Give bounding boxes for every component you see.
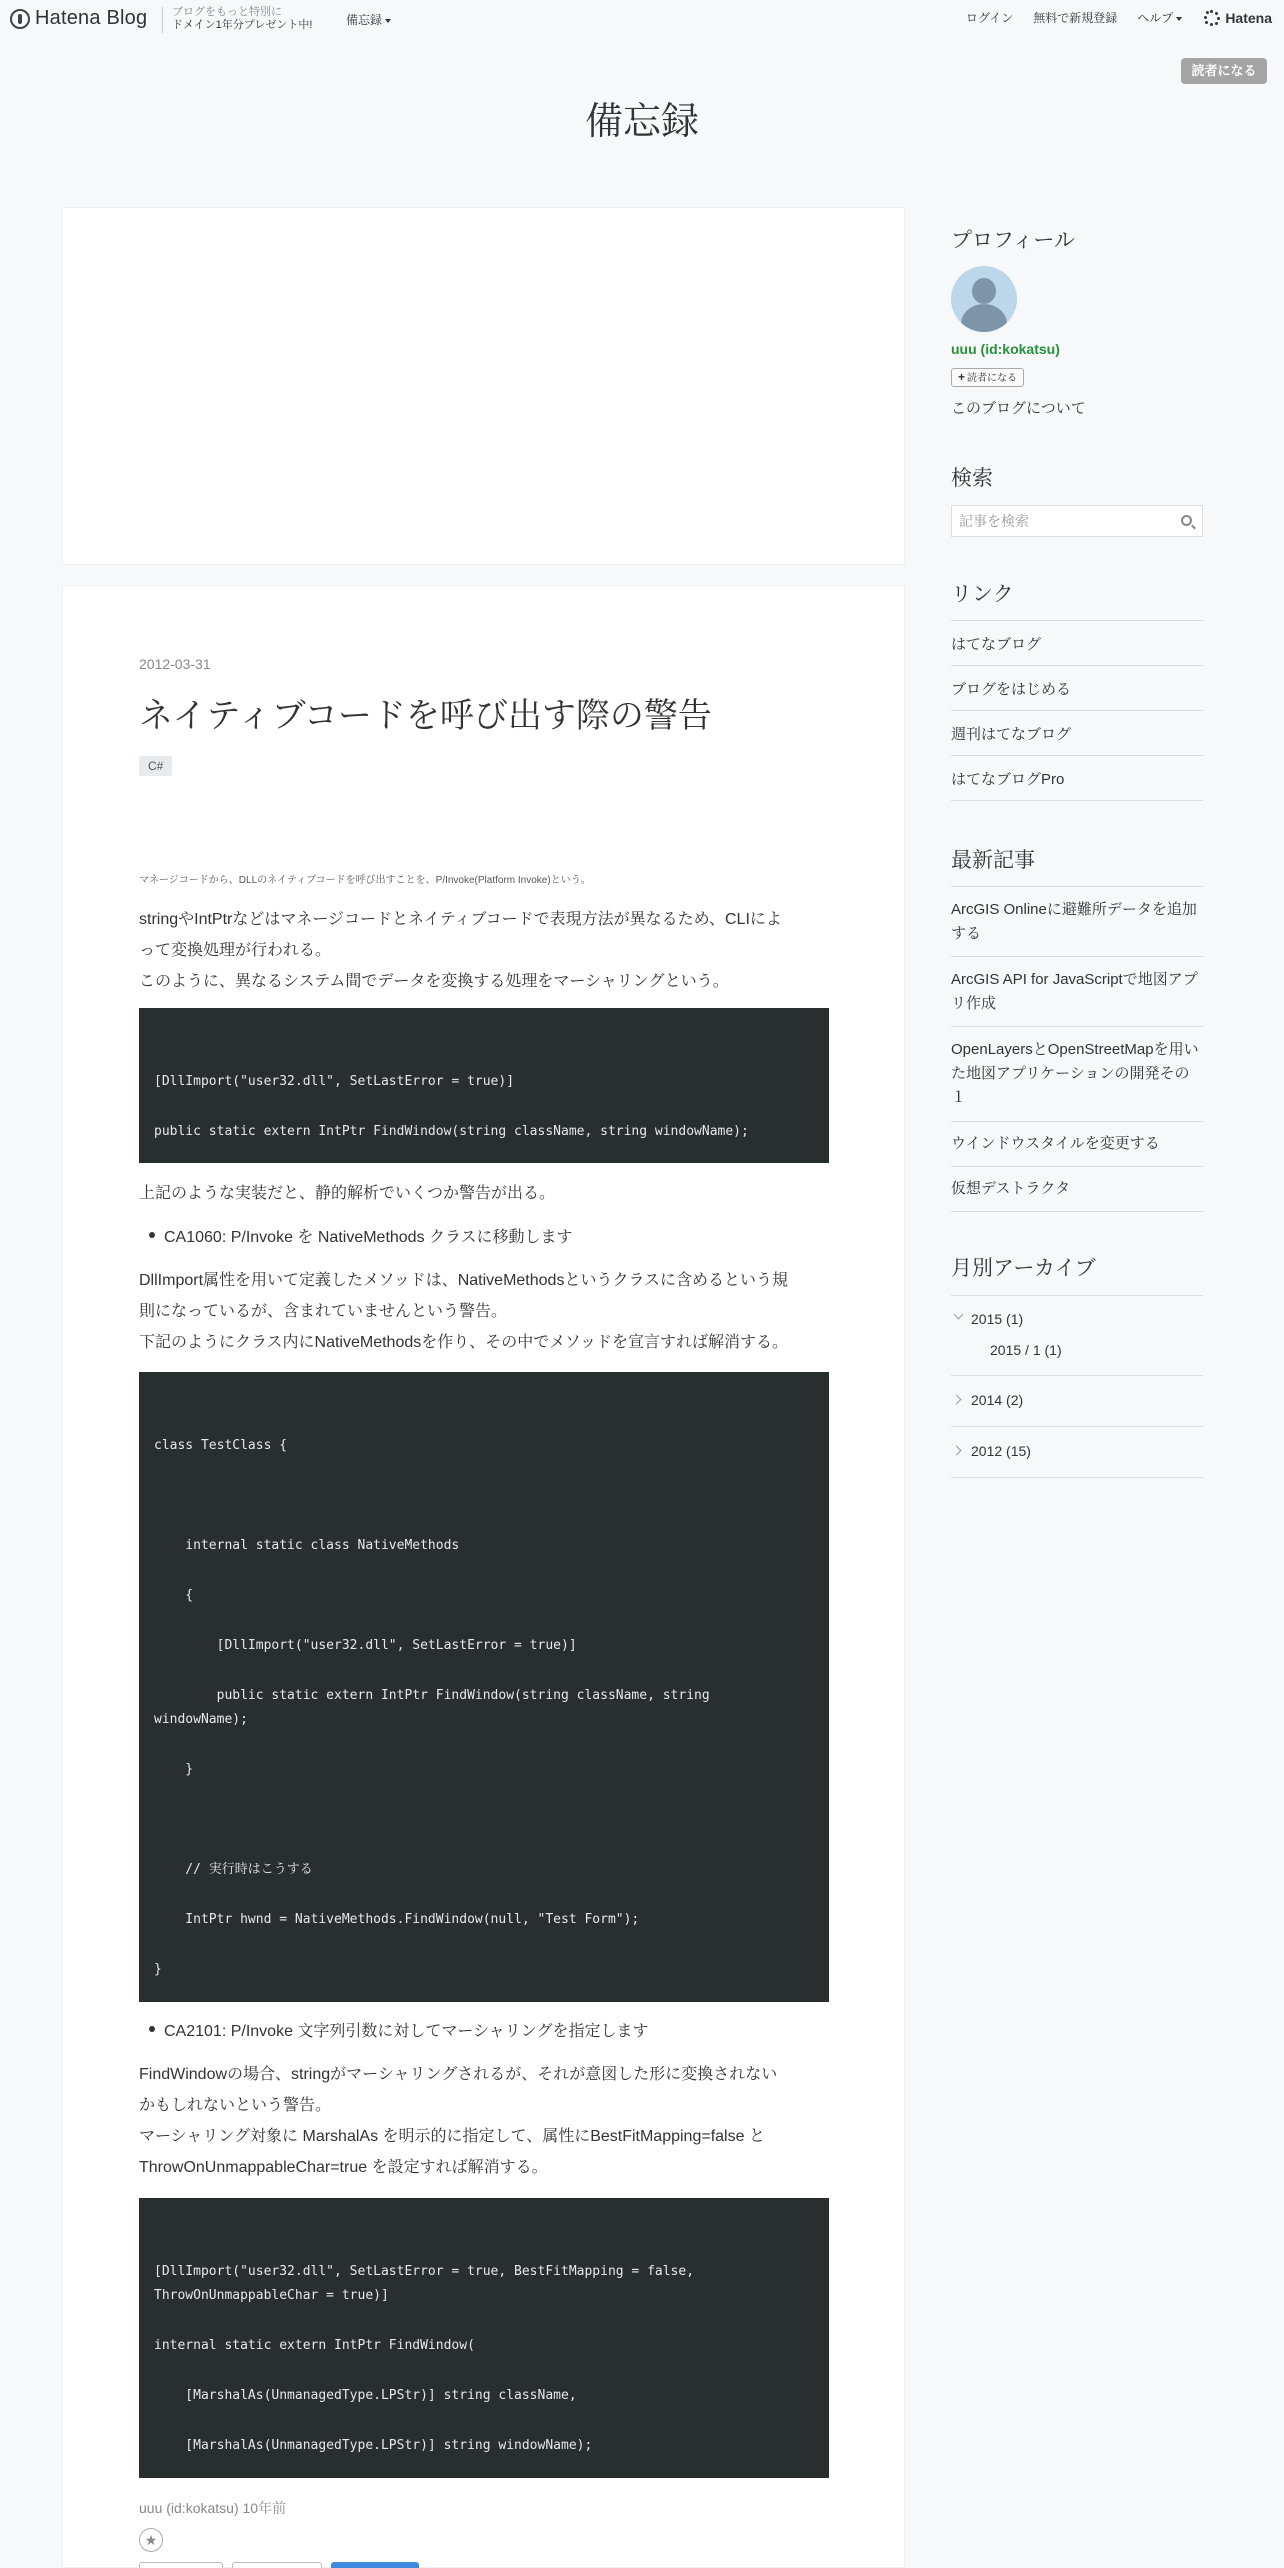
recent-entry-label: OpenLayersとOpenStreetMapを用いた地図アプリケーションの開発その１ <box>951 1041 1199 1106</box>
caret-down-icon <box>1176 17 1182 21</box>
code-line: [DllImport("user32.dll", SetLastError = true, BestFitMapping = false, <box>154 2264 695 2279</box>
search-form <box>951 505 1203 537</box>
paragraph-1 <box>139 904 829 997</box>
list-item <box>139 1224 573 1247</box>
code-block-1 <box>139 1008 829 1163</box>
recent-entry-link[interactable] <box>951 1166 1203 1211</box>
share-button[interactable] <box>139 2562 223 2568</box>
blog-title[interactable]: 備忘録 <box>584 101 699 143</box>
code-block-3 <box>139 2198 829 2478</box>
hatena-blog-logo[interactable] <box>10 7 147 30</box>
sidebar-link-label: はてなブログPro <box>951 771 1065 788</box>
promo-line1: ブログをもっと特別に <box>172 6 282 18</box>
archive-heading: 月別アーカイブ <box>951 1257 1096 1280</box>
recent-entry-label: ArcGIS API for JavaScriptで地図アプリ作成 <box>951 971 1198 1012</box>
share-button[interactable] <box>331 2562 419 2568</box>
hatena-blog-logo-icon <box>10 9 30 29</box>
login-link[interactable]: ログイン <box>965 11 1014 25</box>
search-input[interactable] <box>952 506 1172 536</box>
share-button[interactable] <box>232 2562 322 2568</box>
global-header <box>0 0 1284 38</box>
paragraph-line: 下記のようにクラス内にNativeMethodsを作り、その中でメソッドを宣言すれば解消する。 <box>139 1334 788 1351</box>
help-label: ヘルプ <box>1137 11 1174 25</box>
code-line: [MarshalAs(UnmanagedType.LPStr)] string windowName); <box>154 2438 593 2453</box>
paragraph-line: って変換処理が行われる。 <box>139 942 332 959</box>
paragraph-line: ThrowOnUnmappableChar=true を設定すれば解消する。 <box>139 2159 548 2176</box>
code-line: class TestClass { <box>154 1438 288 1453</box>
entry-title[interactable]: ネイティブコードを呼び出す際の警告 <box>139 697 712 735</box>
avatar[interactable] <box>951 266 1017 332</box>
chevron-right-icon[interactable] <box>952 1446 962 1456</box>
recent-entry-link[interactable] <box>951 1121 1203 1166</box>
about-blog-link[interactable]: このブログについて <box>951 400 1086 417</box>
code-line: { <box>154 1588 194 1603</box>
paragraph-4 <box>139 2059 829 2183</box>
archive-month-2015-1[interactable]: 2015 / 1 (1) <box>990 1342 1062 1358</box>
sidebar-link-label: ブログをはじめる <box>951 681 1072 698</box>
recent-entry-link[interactable] <box>951 886 1203 956</box>
caret-down-icon <box>385 19 391 23</box>
code-line: [MarshalAs(UnmanagedType.LPStr)] string className, <box>154 2388 577 2403</box>
code-line: } <box>154 1762 194 1777</box>
divider <box>951 1211 1203 1212</box>
code-line: public static extern IntPtr FindWindow(string className, string windowName); <box>154 1124 749 1139</box>
sidebar-link-item[interactable] <box>951 710 1203 755</box>
divider <box>951 1477 1203 1478</box>
recent-entry-link[interactable] <box>951 1026 1203 1121</box>
divider <box>951 800 1203 801</box>
profile-name-link[interactable]: uuu (id:kokatsu) <box>951 341 1060 357</box>
promo-line2: ドメイン1年分プレゼント中! <box>172 19 313 31</box>
code-block-2 <box>139 1372 829 2002</box>
divider <box>951 1375 1203 1376</box>
promo-banner[interactable] <box>172 6 312 32</box>
sidebar-link-label: 週刊はてなブログ <box>951 726 1072 743</box>
code-line: [DllImport("user32.dll", SetLastError = true)] <box>154 1074 515 1089</box>
signup-link[interactable]: 無料で新規登録 <box>1033 11 1118 25</box>
archive-year-2014[interactable]: 2014 (2) <box>971 1392 1024 1408</box>
divider <box>951 1426 1203 1427</box>
paragraph-line: このように、異なるシステム間でデータを変換する処理をマーシャリングという。 <box>139 973 729 990</box>
list-item <box>139 2018 648 2041</box>
links-heading: リンク <box>951 583 1014 606</box>
recent-entry-label: ArcGIS Onlineに避難所データを追加する <box>951 901 1197 942</box>
chevron-down-icon[interactable] <box>954 1310 964 1320</box>
profile-subscribe-label: 読者になる <box>967 373 1018 384</box>
code-line: [DllImport("user32.dll", SetLastError = true)] <box>154 1638 577 1653</box>
paragraph-line: stringやIntPtrなどはマネージコードとネイティブコードで表現方法が異なるため、CLIによ <box>139 911 782 928</box>
code-line: IntPtr hwnd = NativeMethods.FindWindow(null, "Test Form"); <box>154 1912 640 1927</box>
paragraph-2: 上記のような実装だと、静的解析でいくつか警告が出る。 <box>139 1185 556 1202</box>
divider <box>951 1295 1203 1296</box>
blog-menu[interactable] <box>346 11 391 28</box>
intro-text: マネージコードから、DLLのネイティブコードを呼び出すことを、P/Invoke(Platform Invoke)という。 <box>139 875 591 886</box>
sidebar-link-label: はてなブログ <box>951 636 1042 653</box>
logo-text: Hatena Blog <box>35 7 148 29</box>
entry-footer-author[interactable]: uuu (id:kokatsu) 10年前 <box>139 2500 287 2516</box>
code-line: // 実行時はこうする <box>154 1862 313 1877</box>
help-menu[interactable] <box>1137 9 1182 26</box>
header-divider <box>162 7 163 33</box>
recent-entry-label: 仮想デストラクタ <box>951 1180 1071 1197</box>
plus-icon: + <box>958 370 966 384</box>
list-item-text: CA2101: P/Invoke 文字列引数に対してマーシャリングを指定します <box>164 2023 649 2040</box>
recent-heading: 最新記事 <box>951 849 1035 872</box>
hatena-dots-icon <box>1204 10 1220 26</box>
paragraph-line: 則になっているが、含まれていませんという警告。 <box>139 1303 508 1320</box>
sidebar-link-item[interactable] <box>951 665 1203 710</box>
profile-heading: プロフィール <box>951 229 1075 252</box>
archive-year-2015[interactable]: 2015 (1) <box>971 1311 1024 1327</box>
sidebar-link-item[interactable] <box>951 755 1203 800</box>
ad-area <box>62 207 905 565</box>
hatena-menu[interactable] <box>1204 10 1272 26</box>
hatena-label: Hatena <box>1225 9 1272 26</box>
recent-entry-label: ウインドウスタイルを変更する <box>951 1135 1160 1152</box>
paragraph-line: FindWindowの場合、stringがマーシャリングされるが、それが意図した形に変換されない <box>139 2066 778 2083</box>
category-tag[interactable]: C# <box>139 756 172 776</box>
blog-menu-label: 備忘録 <box>346 13 383 27</box>
search-heading: 検索 <box>951 467 993 490</box>
list-item-text: CA1060: P/Invoke を NativeMethods クラスに移動します <box>164 1229 573 1246</box>
search-icon[interactable] <box>1181 515 1192 526</box>
add-star-icon[interactable]: ★ <box>139 2528 163 2552</box>
profile-subscribe-button[interactable] <box>951 368 1024 387</box>
chevron-right-icon[interactable] <box>952 1395 962 1405</box>
subscribe-button[interactable]: 読者になる <box>1181 58 1267 84</box>
code-line: ThrowOnUnmappableChar = true)] <box>154 2288 389 2303</box>
code-line: internal static extern IntPtr FindWindow( <box>154 2338 475 2353</box>
paragraph-line: DllImport属性を用いて定義したメソッドは、NativeMethodsというクラスに含めるという規 <box>139 1272 788 1289</box>
code-line: public static extern IntPtr FindWindow(string className, string <box>154 1688 710 1703</box>
paragraph-line: かもしれないという警告。 <box>139 2097 332 2114</box>
code-line: windowName); <box>154 1712 248 1727</box>
entry-date[interactable]: 2012-03-31 <box>139 656 211 672</box>
paragraph-3 <box>139 1265 829 1358</box>
code-line: } <box>154 1962 162 1977</box>
code-line: internal static class NativeMethods <box>154 1538 460 1553</box>
sidebar-link-item[interactable] <box>951 620 1203 665</box>
recent-entry-link[interactable] <box>951 956 1203 1026</box>
entry-article <box>62 585 905 2568</box>
paragraph-line: マーシャリング対象に MarshalAs を明示的に指定して、属性にBestFitMapping=false と <box>139 2128 765 2145</box>
archive-year-2012[interactable]: 2012 (15) <box>971 1443 1031 1459</box>
